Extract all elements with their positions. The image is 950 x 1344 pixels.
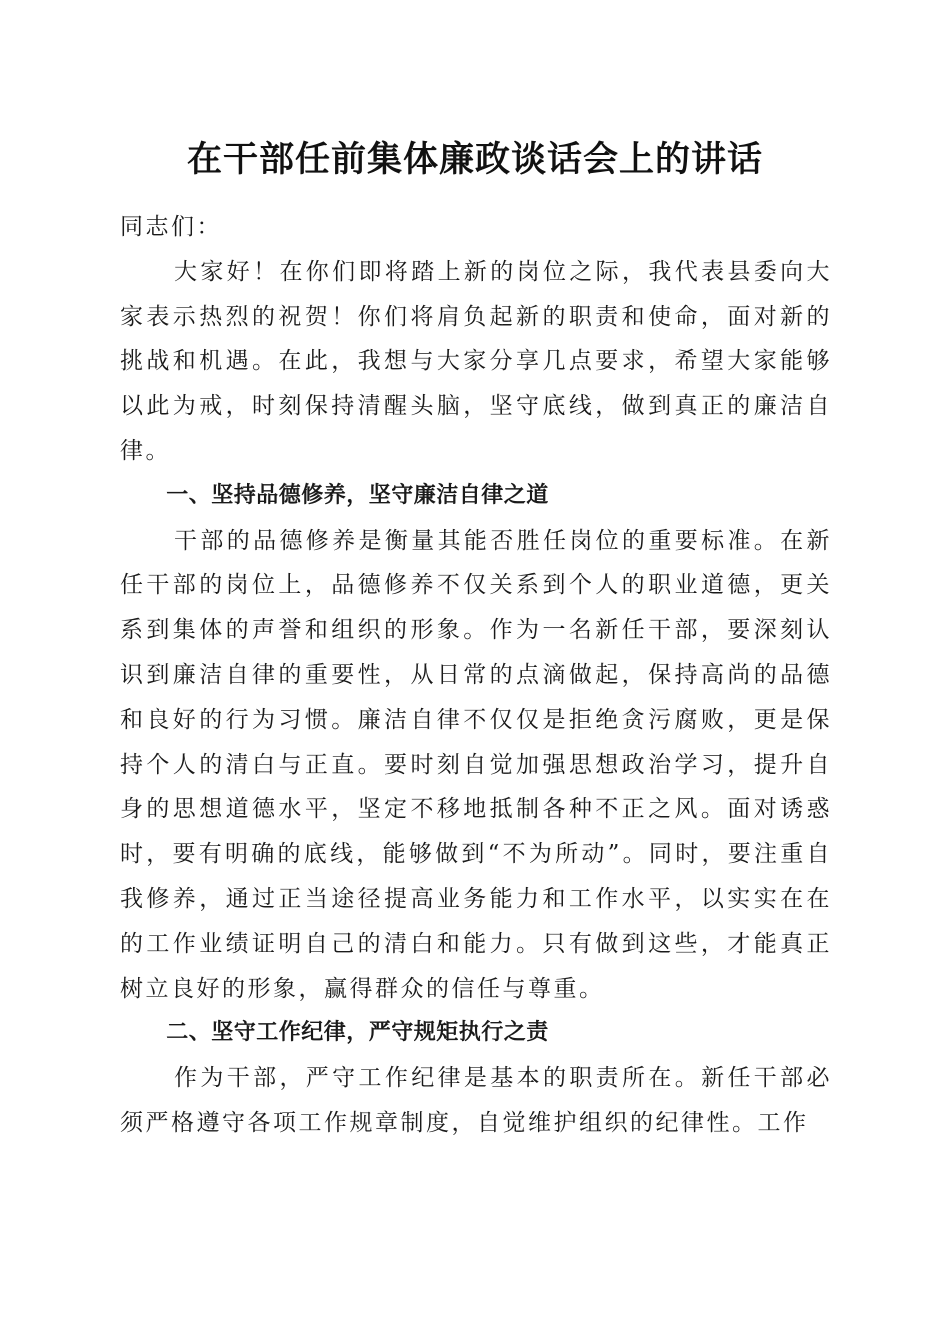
section-heading-2: 二、坚守工作纪律，严守规矩执行之责: [166, 1020, 549, 1046]
document-body: [120, 205, 832, 1146]
section-heading-1: 一、坚持品德修养，坚守廉洁自律之道: [166, 482, 549, 508]
intro-paragraph: 大家好！在你们即将踏上新的岗位之际，我代表县委向大家表示热烈的祝贺！你们将肩负起新的职责和使命，面对新的挑战和机遇。在此，我想与大家分享几点要求，希望大家能够以此为戒，时刻保持清醒头脑，坚守底线，做到真正的廉洁自律。: [120, 258, 832, 464]
section-body-1: 干部的品德修养是衡量其能否胜任岗位的重要标准。在新任干部的岗位上，品德修养不仅关系到个人的职业道德，更关系到集体的声誉和组织的形象。作为一名新任干部，要深刻认识到廉洁自律的重要性，从日常的点滴做起，保持高尚的品德和良好的行为习惯。廉洁自律不仅仅是拒绝贪污腐败，更是保持个人的清白与正直。要时刻自觉加强思想政治学习，提升自身的思想道德水平，坚定不移地抵制各种不正之风。面对诱惑时，要有明确的底线，能够做到“不为所动”。同时，要注重自我修养，通过正当途径提高业务能力和工作水平，以实实在在的工作业绩证明自己的清白和能力。只有做到这些，才能真正树立良好的形象，赢得群众的信任与尊重。: [120, 527, 832, 1002]
section-body-2: 作为干部，严守工作纪律是基本的职责所在。新任干部必须严格遵守各项工作规章制度，自觉维护组织的纪律性。工作: [120, 1065, 832, 1136]
document-title: 在干部任前集体廉政谈话会上的讲话: [186, 139, 763, 180]
salutation: 同志们：: [120, 214, 222, 240]
